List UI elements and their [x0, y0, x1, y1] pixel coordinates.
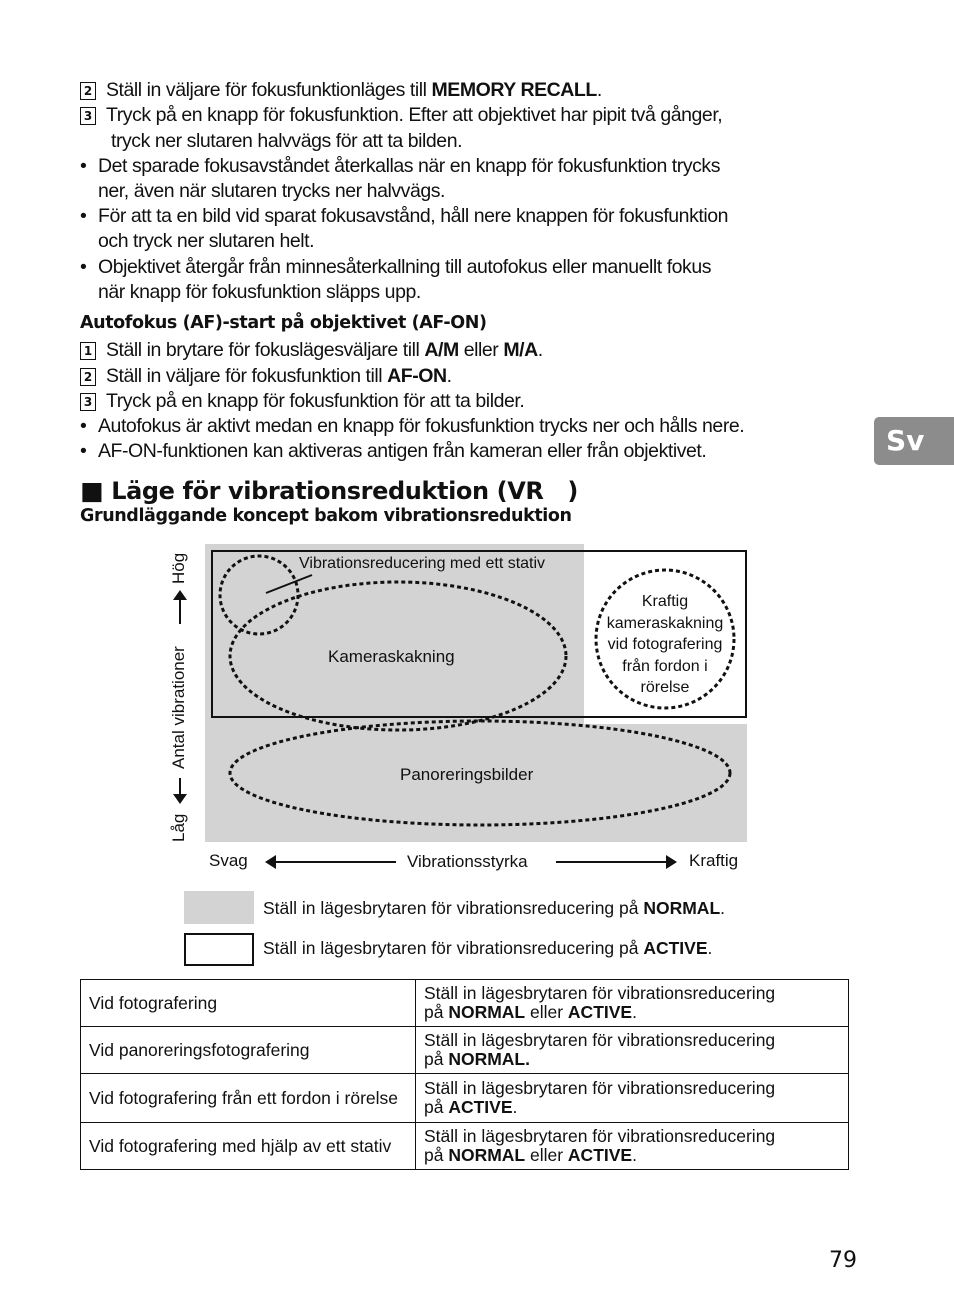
bullet-item-line2: ner, även när slutaren trycks ner halvvägs.	[98, 180, 445, 202]
table-row	[81, 1123, 849, 1170]
bullet-item-line2: och tryck ner slutaren helt.	[98, 230, 315, 252]
y-axis-low-label: Låg	[169, 813, 188, 842]
y-axis-high-label: Hög	[169, 552, 188, 584]
legend-active-text: Ställ in lägesbrytaren för vibrationsreducering på ACTIVE.	[263, 938, 713, 958]
bullet-icon: •	[80, 155, 87, 177]
step-2-memory-recall: 2 Ställ in väljare för fokusfunktionläges till MEMORY RECALL.	[80, 78, 602, 103]
af-on-step-2: 2 Ställ in väljare för fokusfunktion till AF-ON.	[80, 364, 452, 389]
setting-cell: Ställ in lägesbrytaren för vibrationsreducering på NORMAL eller ACTIVE.	[416, 1123, 849, 1170]
vr-heading: ■ Läge för vibrationsreduktion (VR )	[80, 476, 578, 505]
bullet-item-line2: när knapp för fokusfunktion släpps upp.	[98, 281, 421, 303]
step-number: 2	[80, 82, 96, 100]
setting-cell: Ställ in lägesbrytaren för vibrationsreducering på ACTIVE.	[416, 1074, 849, 1123]
table-row	[81, 1074, 849, 1123]
page-number: 79	[829, 1248, 857, 1273]
tripod-region-label: Vibrationsreducering med ett stativ	[299, 555, 546, 572]
af-on-step-3: 3 Tryck på en knapp för fokusfunktion för att ta bilder.	[80, 389, 524, 414]
y-axis-title: Antal vibrationer	[169, 646, 188, 769]
x-axis-high-label: Kraftig	[689, 851, 739, 870]
setting-cell: Ställ in lägesbrytaren för vibrationsreducering på NORMAL eller ACTIVE.	[416, 980, 849, 1027]
x-axis-low-label: Svag	[209, 851, 248, 870]
situation-cell: Vid panoreringsfotografering	[81, 1027, 416, 1074]
bullet-icon: •	[80, 415, 87, 437]
bullet-icon: •	[80, 205, 87, 227]
legend-normal-text: Ställ in lägesbrytaren för vibrationsreducering på NORMAL.	[263, 898, 726, 918]
situation-cell: Vid fotografering med hjälp av ett stativ	[81, 1123, 416, 1170]
x-axis-title: Vibrationsstyrka	[407, 852, 528, 871]
square-marker-icon: ■	[80, 476, 104, 505]
af-on-bullet: • Autofokus är aktivt medan en knapp för fokusfunktion trycks ner och hålls nere.	[80, 415, 745, 437]
step-3-line2: tryck ner slutaren halvvägs för att ta bilden.	[111, 130, 463, 152]
af-on-bullet: • AF-ON-funktionen kan aktiveras antigen från kameran eller från objektivet.	[80, 440, 707, 462]
bullet-icon: •	[80, 440, 87, 462]
bullet-item: • För att ta en bild vid sparat fokusavstånd, håll nere knappen för fokusfunktion	[80, 205, 729, 227]
bullet-icon: •	[80, 256, 87, 278]
setting-cell: Ställ in lägesbrytaren för vibrationsreducering på NORMAL.	[416, 1027, 849, 1074]
situation-cell: Vid fotografering från ett fordon i rörelse	[81, 1074, 416, 1123]
vr-concept-diagram	[160, 540, 760, 880]
af-on-step-1: 1 Ställ in brytare för fokuslägesväljare till A/M eller M/A.	[80, 338, 543, 363]
table-row	[81, 1027, 849, 1074]
vr-subheading: Grundläggande koncept bakom vibrationsreduktion	[80, 506, 572, 526]
legend-swatch-normal	[184, 891, 254, 924]
language-tab-sv: Sv	[874, 417, 954, 465]
bullet-item: • Objektivet återgår från minnesåterkallning till autofokus eller manuellt fokus	[80, 256, 712, 278]
panning-label: Panoreringsbilder	[400, 765, 534, 784]
af-on-heading: Autofokus (AF)-start på objektivet (AF-ON)	[80, 313, 487, 333]
camera-shake-label: Kameraskakning	[328, 647, 455, 666]
situation-cell: Vid fotografering	[81, 980, 416, 1027]
vr-mode-table	[80, 979, 849, 1170]
step-number: 3	[80, 393, 96, 411]
step-3-memory-recall: 3 Tryck på en knapp för fokusfunktion. Efter att objektivet har pipit två gånger,	[80, 103, 722, 128]
strong-shake-label: Kraftig kameraskakning vid fotografering från fordon i rörelse	[606, 593, 724, 696]
bullet-item: • Det sparade fokusavståndet återkallas när en knapp för fokusfunktion trycks	[80, 155, 721, 177]
step-number: 3	[80, 107, 96, 125]
legend-swatch-active	[184, 933, 254, 966]
table-row	[81, 980, 849, 1027]
step-number: 1	[80, 342, 96, 360]
step-number: 2	[80, 368, 96, 386]
